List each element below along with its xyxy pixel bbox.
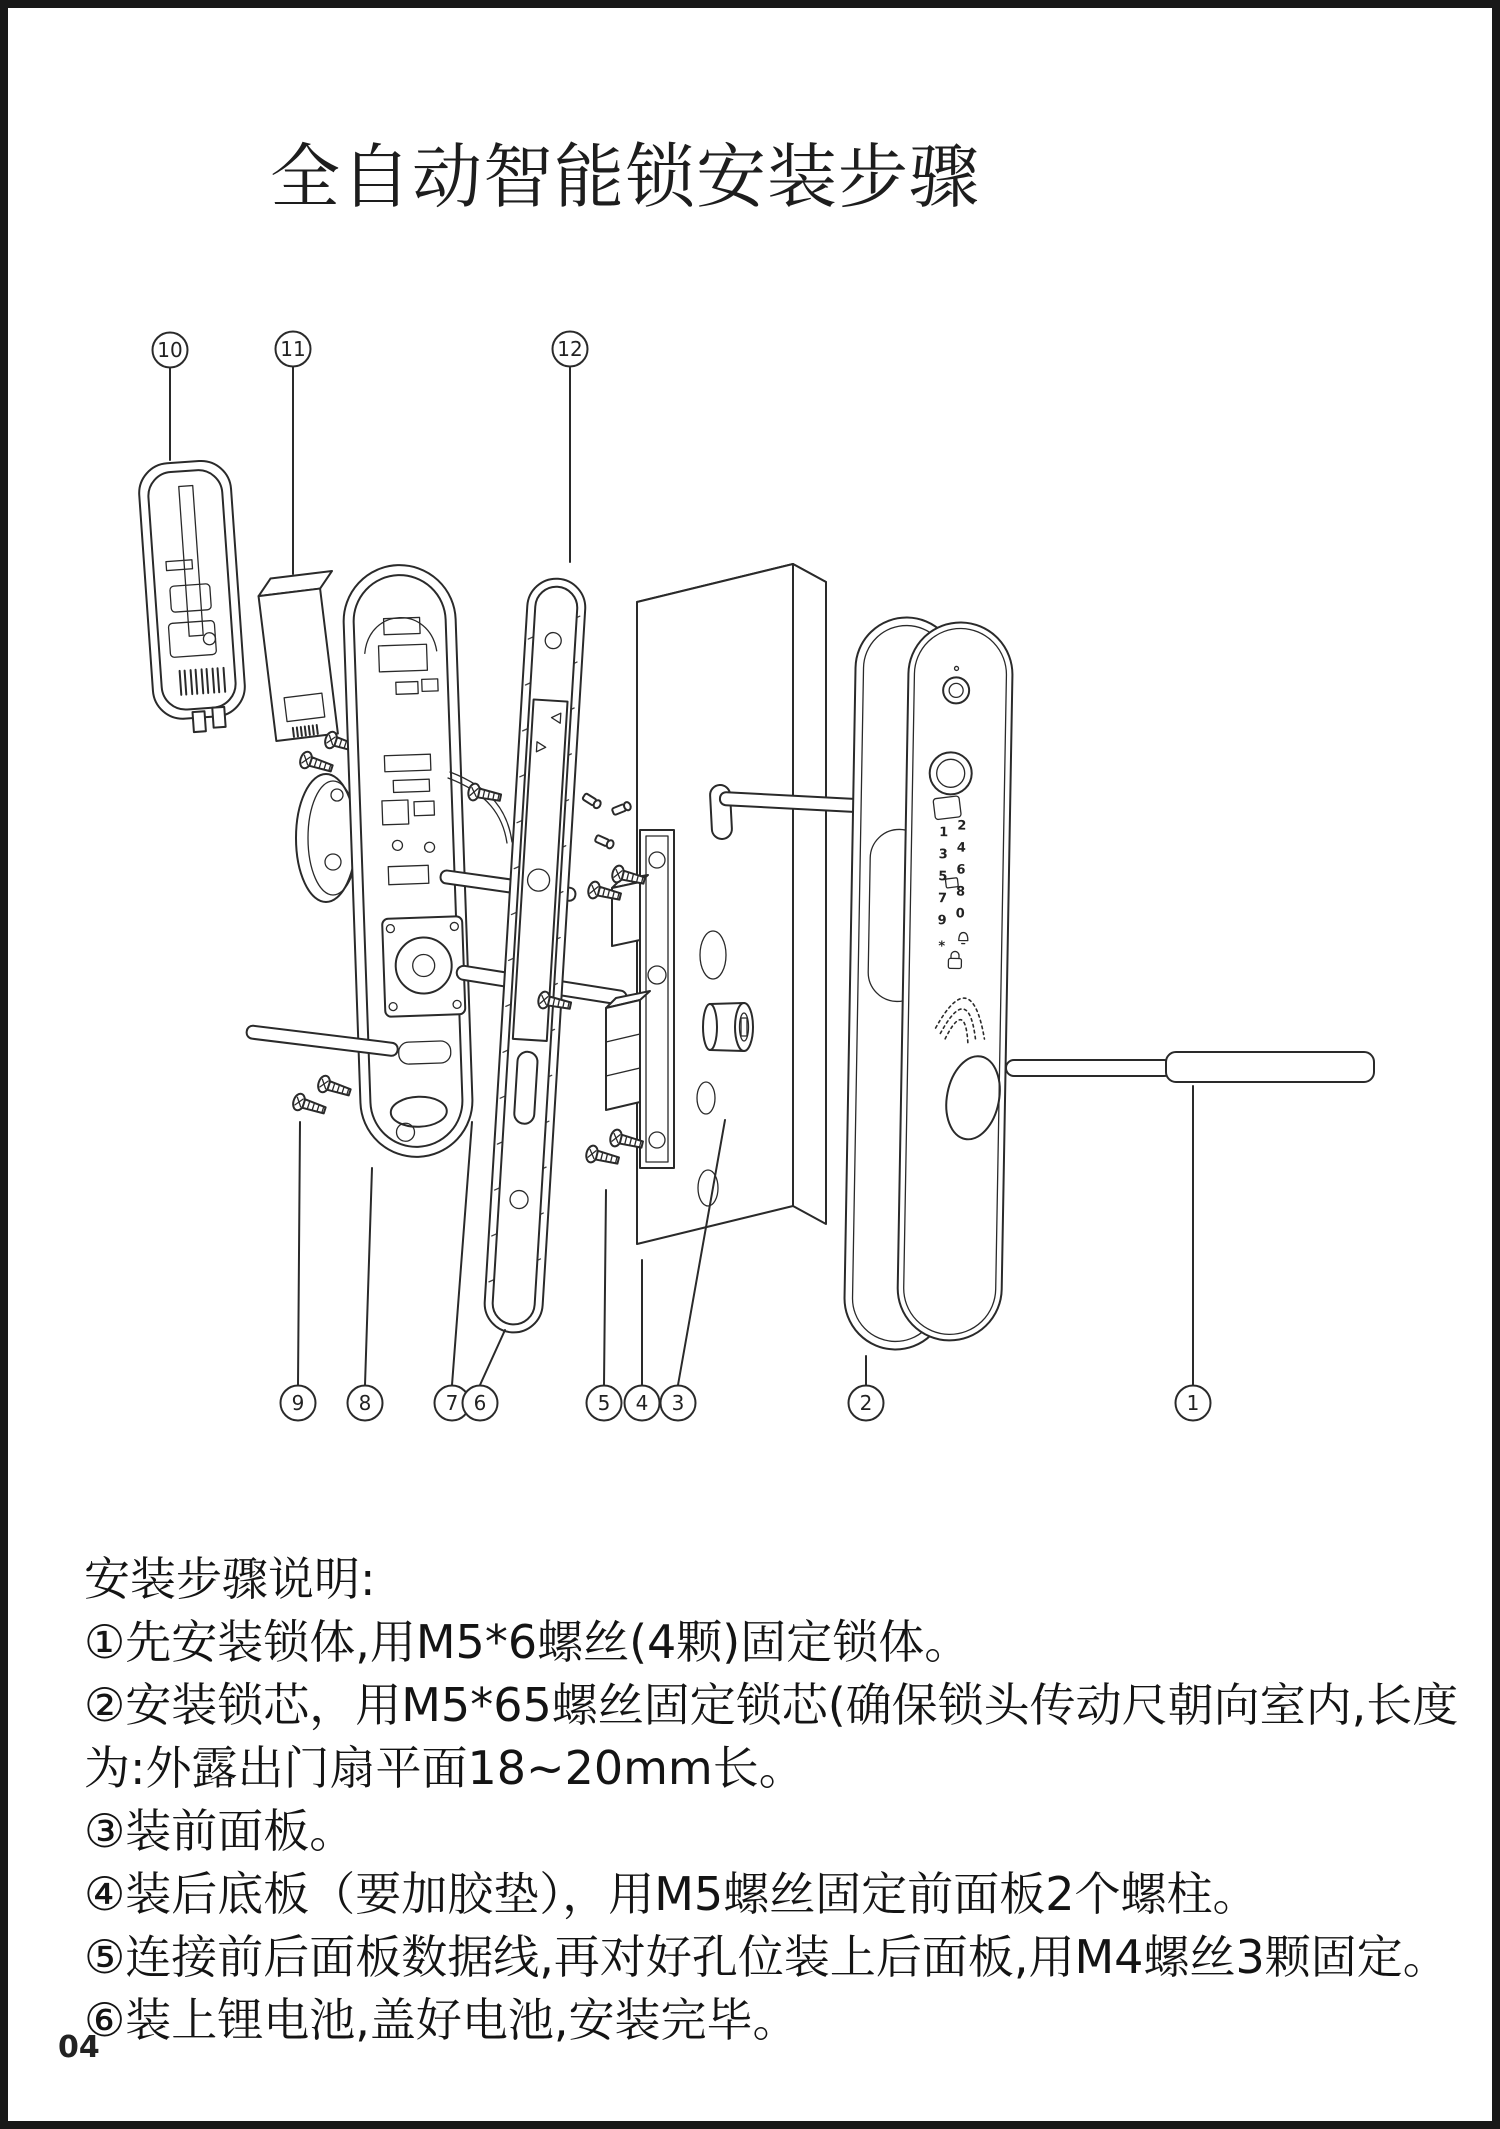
- svg-text:10: 10: [157, 338, 183, 362]
- screw-icon: [316, 1074, 352, 1100]
- instruction-line: ④装后底板（要加胶垫），用M5螺丝固定前面板2个螺柱。: [84, 1867, 1259, 1921]
- gasket-plate-part: [483, 577, 587, 1334]
- connector-pin-icon: [582, 792, 602, 809]
- svg-text:1: 1: [939, 825, 949, 841]
- callout-3: [661, 1386, 696, 1421]
- svg-text:7: 7: [445, 1391, 459, 1415]
- instruction-line: 为:外露出门扇平面18~20mm长。: [84, 1741, 805, 1795]
- page-number: 04: [58, 2030, 100, 2065]
- svg-text:6: 6: [473, 1391, 487, 1415]
- svg-text:3: 3: [938, 847, 948, 863]
- instruction-line: ⑥装上锂电池,盖好电池,安装完毕。: [84, 1993, 799, 2047]
- rear-panel-part: [342, 563, 475, 1159]
- svg-text:8: 8: [358, 1391, 372, 1415]
- front-panel-part: [844, 617, 1015, 1352]
- screw-icon: [298, 750, 334, 776]
- callout-6: [463, 1386, 498, 1421]
- svg-text:5: 5: [938, 869, 948, 885]
- svg-text:2: 2: [859, 1391, 873, 1415]
- svg-text:11: 11: [280, 337, 306, 361]
- instruction-line: ⑤连接前后面板数据线,再对好孔位装上后面板,用M4螺丝3颗固定。: [84, 1930, 1449, 1984]
- svg-text:9: 9: [291, 1391, 305, 1415]
- instructions-heading: 安装步骤说明:: [84, 1552, 376, 1606]
- svg-text:*: *: [938, 939, 946, 955]
- instruction-line: ②安装锁芯，用M5*65螺丝固定锁芯(确保锁头传动尺朝向室内,长度: [84, 1678, 1459, 1732]
- svg-text:3: 3: [671, 1391, 685, 1415]
- svg-text:5: 5: [597, 1391, 611, 1415]
- svg-text:9: 9: [937, 913, 947, 929]
- callout-10: [153, 333, 188, 368]
- svg-text:4: 4: [635, 1391, 649, 1415]
- screw-icon: [585, 1144, 621, 1168]
- svg-text:12: 12: [557, 337, 583, 361]
- svg-text:4: 4: [956, 840, 967, 856]
- callout-2: [849, 1386, 884, 1421]
- callout-8: [348, 1386, 383, 1421]
- connector-pin-icon: [611, 801, 631, 816]
- callout-9: [281, 1386, 316, 1421]
- callout-12: [553, 332, 588, 367]
- spindle-bar-part: [1006, 1052, 1374, 1082]
- svg-text:0: 0: [955, 906, 965, 922]
- svg-text:8: 8: [955, 884, 966, 900]
- connector-pin-icon: [594, 834, 614, 849]
- page-title: 全自动智能锁安装步骤: [270, 135, 980, 218]
- instruction-line: ③装前面板。: [84, 1804, 356, 1858]
- battery-part: [257, 571, 352, 741]
- instruction-line: ①先安装锁体,用M5*6螺丝(4颗)固定锁体。: [84, 1615, 971, 1669]
- installation-instructions: [84, 1548, 1459, 2052]
- callout-11: [276, 332, 311, 367]
- battery-cover-part: [137, 459, 248, 735]
- callout-4: [625, 1386, 660, 1421]
- svg-text:6: 6: [956, 862, 966, 878]
- svg-text:1: 1: [1186, 1391, 1200, 1415]
- svg-text:2: 2: [957, 818, 967, 834]
- screw-icon: [467, 783, 502, 806]
- svg-text:7: 7: [937, 891, 948, 907]
- callout-5: [587, 1386, 622, 1421]
- callout-1: [1176, 1386, 1211, 1421]
- screw-icon: [291, 1092, 327, 1118]
